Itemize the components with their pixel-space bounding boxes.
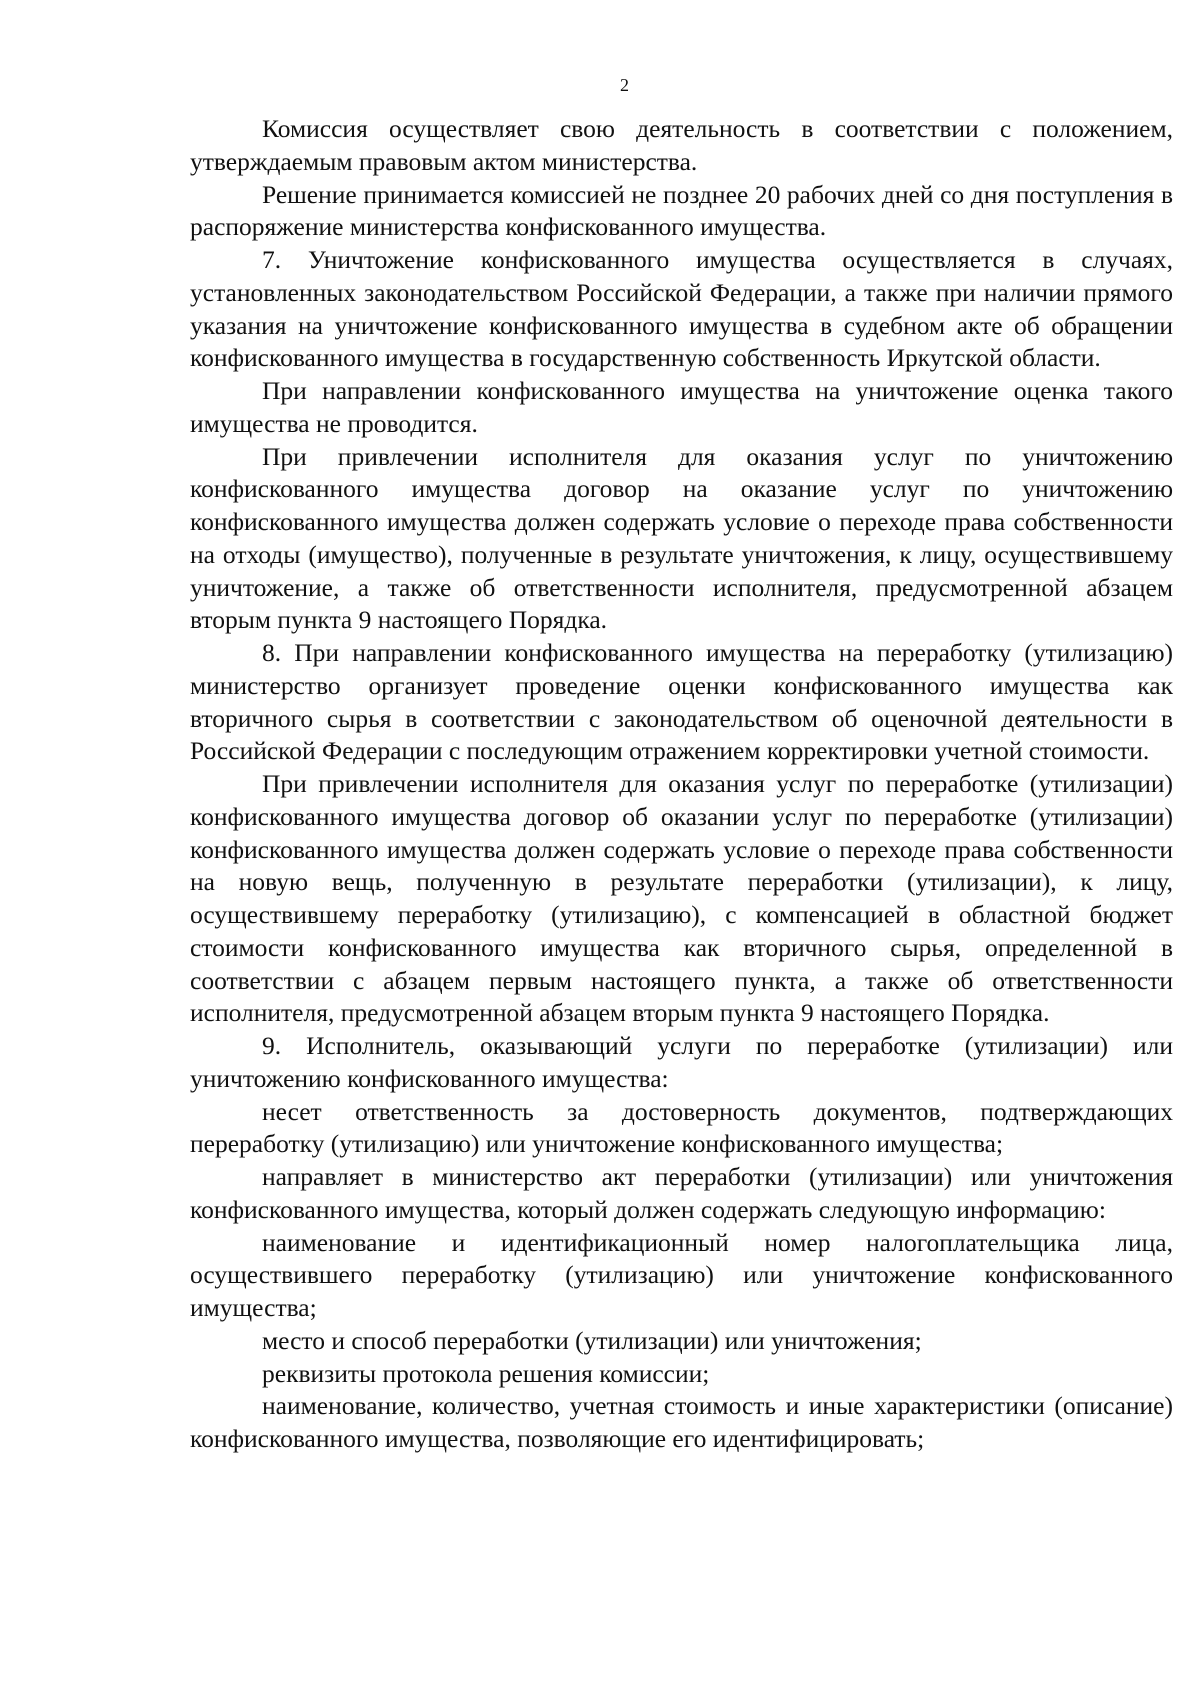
paragraph-decision-deadline: Решение принимается комиссией не позднее 20 рабочих дней со дня поступления в распоряжение министерства конфискованного имущества. <box>190 179 1173 242</box>
paragraph-place-and-method: место и способ переработки (утилизации) или уничтожения; <box>262 1325 922 1355</box>
paragraph-act-requirements: направляет в министерство акт переработки (утилизации) или уничтожения конфискованного имущества, который должен содержать следующую информацию: <box>190 1162 1173 1224</box>
paragraph-protocol-details: реквизиты протокола решения комиссии; <box>262 1358 710 1388</box>
paragraph-commission-activity: Комиссия осуществляет свою деятельность в соответствии с положением, утверждаемым правовым актом министерства. <box>190 114 1173 176</box>
paragraph-item-9-contractor: 9. Исполнитель, оказывающий услуги по переработке (утилизации) или уничтожению конфискованного имущества: <box>190 1031 1173 1093</box>
paragraph-item-7-destruction: 7. Уничтожение конфискованного имущества осуществляется в случаях, установленных законодательством Российской Федерации, а также при наличии прямого указания на уничтожение конфискованного имущества в судебном акте об обращении конфискованного имущества в государственную собственность Иркутской области. <box>190 245 1173 373</box>
document-body <box>190 113 1173 1456</box>
paragraph-property-description: наименование, количество, учетная стоимость и иные характеристики (описание) конфискованного имущества, позволяющие его идентифицировать; <box>190 1391 1173 1453</box>
paragraph-destruction-contract: При привлечении исполнителя для оказания услуг по уничтожению конфискованного имущества договор на оказание услуг по уничтожению конфискованного имущества должен содержать условие о переходе права собственности на отходы (имущество), полученные в результате уничтожения, к лицу, осуществившему уничтожение, а также об ответственности исполнителя, предусмотренной абзацем вторым пункта 9 настоящего Порядка. <box>190 441 1173 635</box>
paragraph-no-valuation: При направлении конфискованного имущества на уничтожение оценка такого имущества не проводится. <box>190 376 1173 438</box>
page-number: 2 <box>620 75 629 95</box>
paragraph-recycling-contract: При привлечении исполнителя для оказания услуг по переработке (утилизации) конфискованного имущества договор об оказании услуг по переработке (утилизации) конфискованного имущества должен содержать условие о переходе права собственности на новую вещь, полученную в результате переработки (утилизации), к лицу, осуществившему переработку (утилизацию), с компенсацией в областной бюджет стоимости конфискованного имущества как вторичного сырья, определенной в соответствии с абзацем первым настоящего пункта, а также об ответственности исполнителя, предусмотренной абзацем вторым пункта 9 настоящего Порядка. <box>190 769 1173 1028</box>
paragraph-item-8-recycling: 8. При направлении конфискованного имущества на переработку (утилизацию) министерство организует проведение оценки конфискованного имущества как вторичного сырья в соответствии с законодательством об оценочной деятельности в Российской Федерации с последующим отражением корректировки учетной стоимости. <box>190 638 1173 766</box>
paragraph-contractor-name-inn: наименование и идентификационный номер налогоплательщика лица, осуществившего переработку (утилизацию) или уничтожение конфискованного имущества; <box>190 1227 1173 1322</box>
paragraph-document-responsibility: несет ответственность за достоверность документов, подтверждающих переработку (утилизацию) или уничтожение конфискованного имущества; <box>190 1096 1173 1159</box>
